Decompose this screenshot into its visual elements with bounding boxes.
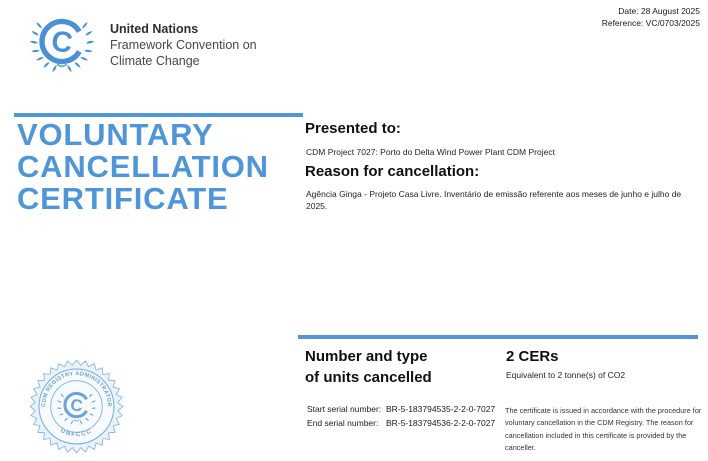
end-serial-row — [307, 417, 495, 431]
presented-to-heading: Presented to: — [305, 120, 401, 137]
units-heading-line2: of units cancelled — [305, 368, 432, 386]
disclaimer-text: The certificate is issued in accordance with the procedure for voluntary cancellation in the CDM Registry. The reason for cancellation included in this certificate is provided by the canceller. — [505, 406, 702, 453]
reference-label: Reference: VC/0703/2025 — [601, 17, 700, 28]
certificate-title-line1: VOLUNTARY — [17, 117, 214, 152]
serial-numbers — [307, 403, 495, 430]
cdm-registry-seal-icon — [29, 359, 124, 454]
units-rule — [298, 335, 698, 339]
end-serial-value: BR-5-183794536-2-2-0-7027 — [386, 417, 496, 428]
certificate-title-line2: CANCELLATION — [17, 149, 269, 184]
org-subtitle-line1: Framework Convention on — [110, 38, 257, 52]
certificate-title — [17, 119, 269, 215]
start-serial-row — [307, 403, 495, 417]
meta-block — [602, 6, 700, 29]
units-equivalent: Equivalent to 2 tonne(s) of CO2 — [506, 370, 626, 380]
org-subtitle-line2: Climate Change — [110, 54, 200, 68]
units-amount: 2 CERs — [506, 348, 559, 365]
start-serial-value: BR-5-183794535-2-2-0-7027 — [386, 404, 496, 414]
reason-heading: Reason for cancellation: — [305, 163, 480, 180]
unfccc-logo-icon — [28, 14, 96, 75]
emblem-c-letter: C — [49, 25, 75, 60]
reason-value: Agência Ginga - Projeto Casa Livre. Inventário de emissão referente aos meses de junho e julho de 2025. — [306, 189, 682, 212]
date-label: Date: 28 August 2025 — [618, 6, 700, 16]
seal-arc-top-text: CDM REGISTRY ADMINISTRATOR — [41, 371, 112, 408]
seal-c-letter: C — [69, 395, 84, 416]
units-heading-line1: Number and type — [305, 348, 428, 365]
presented-to-value: CDM Project 7027: Porto do Delta Wind Power Plant CDM Project — [306, 147, 555, 157]
org-subtitle — [110, 37, 257, 69]
org-name: United Nations — [110, 22, 199, 36]
start-serial-label: Start serial number: — [307, 404, 382, 414]
end-serial-label: End serial number: — [307, 417, 379, 428]
seal-arc-bottom-text: UNFCCC — [59, 428, 94, 439]
certificate-title-line3: CERTIFICATE — [17, 181, 229, 216]
